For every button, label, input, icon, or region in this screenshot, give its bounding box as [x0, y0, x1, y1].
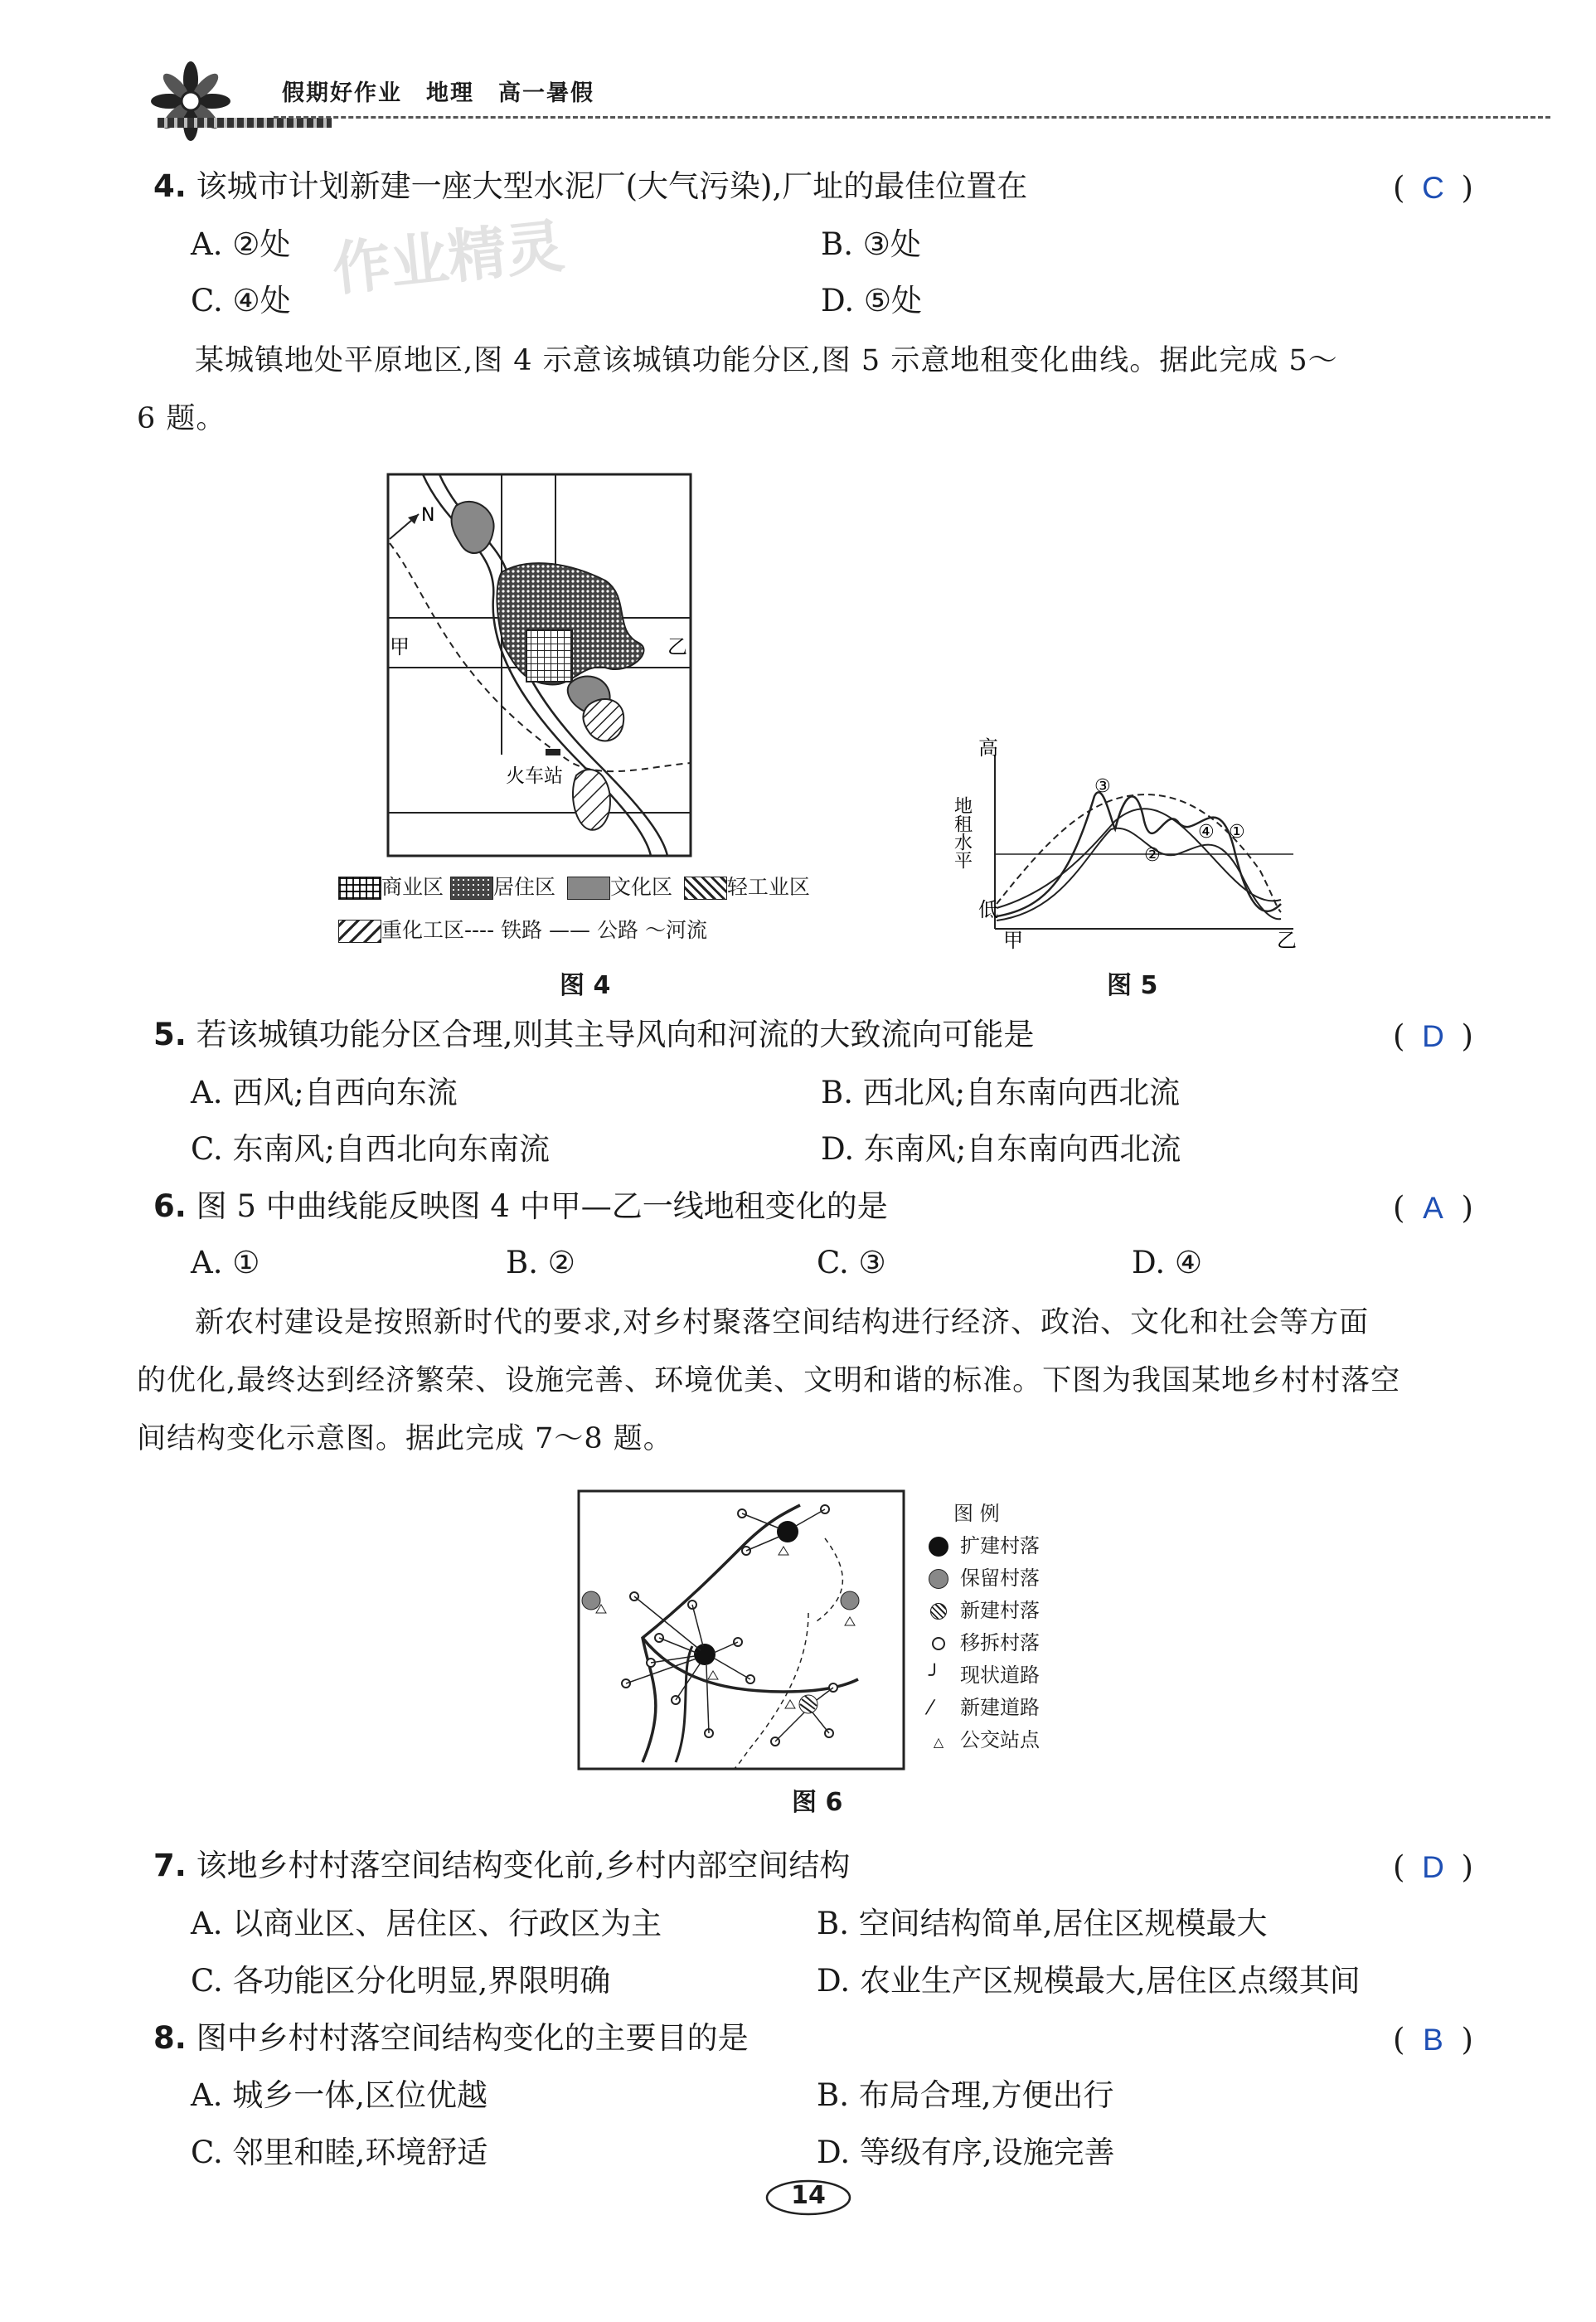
curve-label-1: ① [1229, 822, 1245, 843]
option-c: C. ③ [817, 1245, 886, 1280]
answer-letter: C [1422, 171, 1444, 205]
bus-stop-icon: △ [933, 1734, 944, 1750]
x-end-label: 乙 [1277, 929, 1297, 952]
legend-label: 保留村落 [960, 1567, 1040, 1590]
intro-paragraph-2-line-2: 的优化,最终达到经济繁荣、设施完善、环境优美、文明和谐的标准。下图为我国某地乡村村落空 [137, 1364, 1401, 1397]
figure-6-caption: 图 6 [792, 1788, 843, 1817]
answer-5: ( D ) [1393, 1018, 1473, 1054]
question-text: 图中乡村村落空间结构变化的主要目的是 [196, 2020, 749, 2056]
option-b: B. 空间结构简单,居住区规模最大 [817, 1906, 1268, 1941]
legend-existing-road [929, 1659, 1040, 1692]
intro-paragraph-1-line-2: 6 题。 [137, 402, 226, 435]
y-axis-label: 地租水平 [951, 796, 973, 869]
question-text: 若该城镇功能分区合理,则其主导风向和河流的大致流向可能是 [196, 1017, 1035, 1052]
question-6 [153, 1190, 888, 1223]
railway-swatch-icon: ---- [464, 918, 495, 942]
cultural-swatch-icon [567, 877, 610, 900]
option-b: B. 布局合理,方便出行 [817, 2077, 1114, 2113]
map-frame [579, 1491, 904, 1769]
retained-village-icon [929, 1569, 948, 1589]
legend-label: 移拆村落 [960, 1631, 1040, 1654]
legend-relocated [929, 1627, 1040, 1659]
page-number: 14 [791, 2181, 826, 2210]
label-yi: 乙 [667, 635, 687, 658]
question-8 [153, 2022, 749, 2055]
legend-retained [929, 1562, 1040, 1595]
option-b: B. 西北风;自东南向西北流 [821, 1075, 1181, 1110]
answer-letter: B [1423, 2023, 1443, 2057]
legend-label: 扩建村落 [960, 1534, 1040, 1557]
light-industry-swatch-icon [684, 877, 727, 900]
river-swatch-icon: 〜 [644, 918, 666, 942]
new-road-icon: ⁄ [929, 1696, 933, 1719]
question-number: 4. [153, 168, 187, 204]
legend-title: 图 例 [953, 1502, 1000, 1525]
expanded-village-icon [777, 1521, 798, 1542]
question-number: 6. [153, 1188, 187, 1224]
figure-5-chart [945, 730, 1335, 954]
legend-label: 新建村落 [960, 1599, 1040, 1622]
question-4 [153, 170, 1027, 203]
option-c: C. ④处 [191, 283, 291, 318]
option-d: D. ⑤处 [821, 283, 923, 318]
figure-5-caption: 图 5 [1107, 971, 1158, 1000]
option-d: D. 农业生产区规模最大,居住区点缀其间 [817, 1963, 1361, 1999]
legend-new-road [929, 1692, 1040, 1724]
legend-label: 新建道路 [960, 1696, 1040, 1719]
option-c: C. 东南风;自西北向东南流 [191, 1131, 550, 1167]
residential-swatch-icon [450, 877, 493, 900]
question-text: 该地乡村村落空间结构变化前,乡村内部空间结构 [196, 1848, 851, 1883]
question-number: 5. [153, 1017, 187, 1052]
option-a: A. 城乡一体,区位优越 [191, 2077, 488, 2113]
legend-label: 居住区 [492, 875, 555, 899]
flower-logo-icon [133, 60, 274, 143]
answer-letter: D [1422, 1850, 1444, 1884]
x-start-label: 甲 [1003, 929, 1023, 952]
curve-label-4: ④ [1198, 822, 1215, 843]
header-title: 假期好作业 地理 高一暑假 [282, 80, 594, 106]
legend-label: 河流 [665, 918, 707, 942]
question-number: 7. [153, 1848, 187, 1883]
y-high-label: 高 [978, 736, 998, 760]
option-a: A. ②处 [191, 226, 291, 262]
option-a: A. ① [191, 1245, 260, 1280]
curve-2 [997, 794, 1281, 912]
option-a: A. 西风;自西向东流 [191, 1075, 458, 1110]
legend-label: 轻工业区 [726, 875, 810, 899]
legend-label: 公交站点 [960, 1728, 1040, 1751]
legend-bus-stop [929, 1724, 1040, 1758]
answer-4: ( C ) [1393, 170, 1473, 206]
label-jia: 甲 [390, 635, 410, 658]
intro-paragraph-2-line-1: 新农村建设是按照新时代的要求,对乡村聚落空间结构进行经济、政治、文化和社会等方面 [195, 1306, 1370, 1339]
answer-8: ( B ) [1393, 2022, 1473, 2057]
commercial-swatch-icon [338, 877, 381, 900]
legend-label: 商业区 [381, 875, 444, 899]
question-number: 8. [153, 2020, 187, 2056]
question-text: 该城市计划新建一座大型水泥厂(大气污染),厂址的最佳位置在 [196, 168, 1028, 204]
north-label: N [421, 505, 435, 526]
curve-label-2: ② [1144, 845, 1161, 866]
fig6-legend [929, 1498, 1040, 1758]
legend-new [929, 1595, 1040, 1627]
option-b: B. ② [506, 1245, 575, 1280]
question-5 [153, 1018, 1034, 1052]
answer-letter: A [1423, 1191, 1443, 1225]
station-icon [546, 749, 560, 755]
option-b: B. ③处 [821, 226, 921, 262]
heavy-industry-swatch-icon [338, 920, 381, 943]
intro-paragraph-2-line-3: 间结构变化示意图。据此完成 7～8 题。 [137, 1422, 673, 1455]
question-7 [153, 1849, 850, 1882]
answer-letter: D [1422, 1019, 1444, 1053]
fig4-legend-row-2 [338, 914, 707, 944]
new-village-icon [930, 1603, 947, 1620]
legend-label: 铁路 [501, 918, 543, 942]
option-c: C. 各功能区分化明显,界限明确 [191, 1963, 611, 1999]
curve-label-3: ③ [1094, 776, 1111, 797]
retained-village-icon [841, 1591, 859, 1610]
option-c: C. 邻里和睦,环境舒适 [191, 2135, 488, 2170]
figure-6-map [576, 1489, 908, 1775]
option-d: D. 东南风;自东南向西北流 [821, 1131, 1181, 1167]
answer-6: ( A ) [1393, 1190, 1473, 1226]
watermark: 作业精灵 [329, 211, 568, 304]
option-d: D. 等级有序,设施完善 [817, 2135, 1115, 2170]
page-header [133, 60, 1542, 143]
legend-label: 文化区 [609, 875, 672, 899]
legend-label: 公路 [596, 918, 638, 942]
legend-label: 现状道路 [960, 1664, 1040, 1687]
page-number-badge [763, 2177, 854, 2218]
header-decor-bar [158, 118, 332, 128]
legend-label: 重化工区 [381, 918, 465, 942]
commercial-zone [526, 630, 572, 682]
fig4-legend-row-1 [338, 871, 810, 901]
question-text: 图 5 中曲线能反映图 4 中甲—乙一线地租变化的是 [196, 1188, 888, 1224]
retained-village-icon [582, 1591, 600, 1610]
figure-4-caption: 图 4 [560, 971, 611, 1000]
header-divider [274, 116, 1550, 119]
legend-expanded [929, 1530, 1040, 1562]
answer-7: ( D ) [1393, 1849, 1473, 1885]
intro-paragraph-1-line-1: 某城镇地处平原地区,图 4 示意该城镇功能分区,图 5 示意地租变化曲线。据此完成 5～ [195, 344, 1338, 377]
relocated-village-icon [932, 1637, 945, 1650]
existing-road-icon: ╯ [929, 1664, 941, 1687]
option-a: A. 以商业区、居住区、行政区为主 [191, 1906, 662, 1941]
road-swatch-icon: —— [549, 918, 591, 942]
expanded-village-icon [929, 1537, 948, 1557]
station-label: 火车站 [506, 765, 563, 787]
y-low-label: 低 [978, 898, 998, 921]
option-d: D. ④ [1132, 1245, 1203, 1280]
